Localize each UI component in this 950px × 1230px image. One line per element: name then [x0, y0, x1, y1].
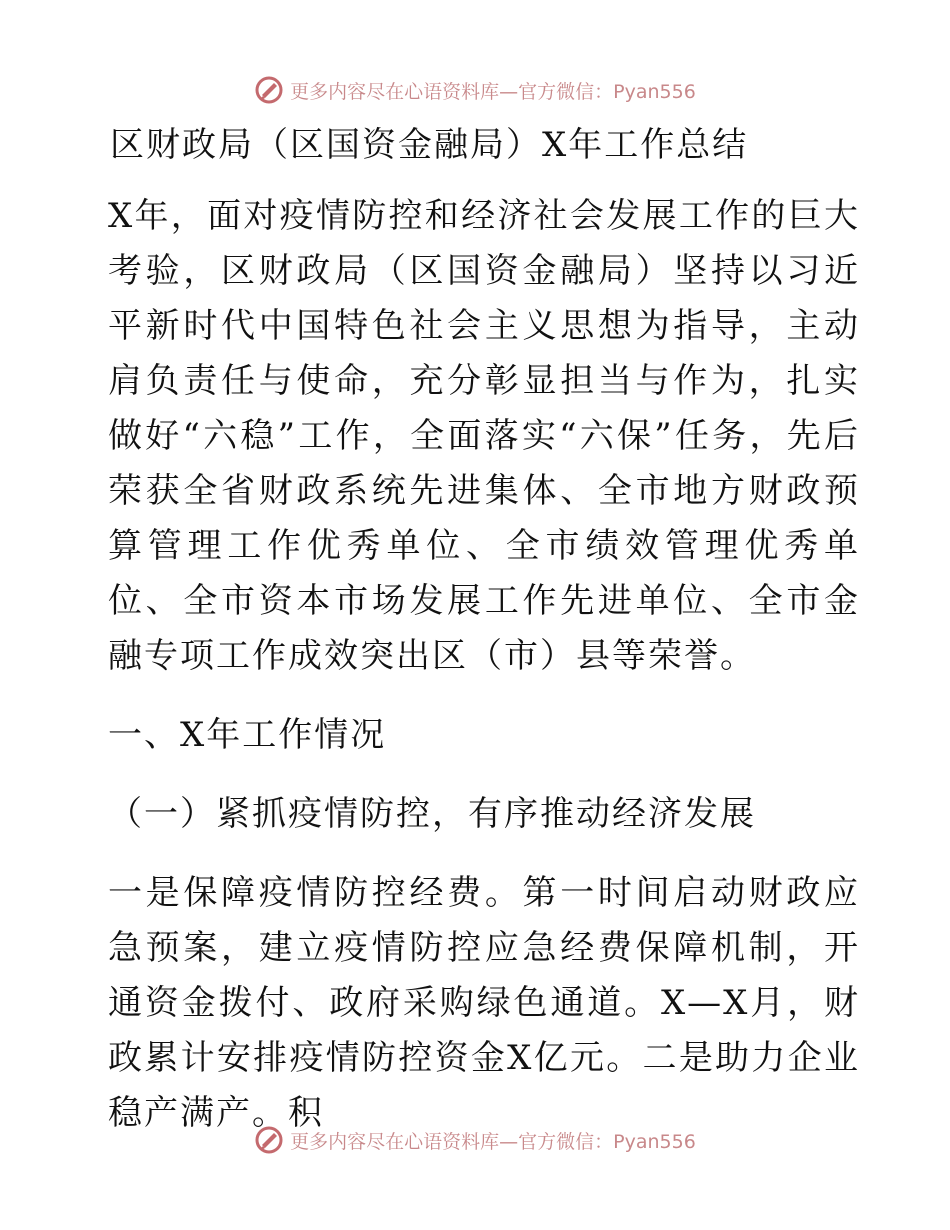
watermark-logo-icon — [254, 1125, 284, 1155]
watermark-text: 更多内容尽在心语资料库—官方微信：Pyan556 — [290, 80, 696, 103]
body-paragraph: 一是保障疫情防控经费。第一时间启动财政应急预案，建立疫情防控应急经费保障机制，开通资金拨付、政府采购绿色通道。X—X月，财政累计安排疫情防控资金X亿元。二是助力企业稳产满产。积 — [108, 873, 860, 1133]
watermark-text: 更多内容尽在心语资料库—官方微信：Pyan556 — [290, 1130, 696, 1153]
intro-paragraph: X年，面对疫情防控和经济社会发展工作的巨大考验，区财政局（区国资金融局）坚持以习近平新时代中国特色社会主义思想为指导，主动肩负责任与使命，充分彰显担当与作为，扎实做好“六稳”工作，全面落实“六保”任务，先后荣获全省财政系统先进集体、全市地方财政预算管理工作优秀单位、全市绩效管理优秀单位、全市资本市场发展工作先进单位、全市金融专项工作成效突出区（市）县等荣誉。 — [108, 196, 860, 676]
watermark-footer — [0, 1120, 950, 1160]
subsection-heading: （一）紧抓疫情防控，有序推动经济发展 — [108, 794, 756, 834]
document-title: 区财政局（区国资金融局）X年工作总结 — [110, 125, 749, 165]
watermark-logo-icon — [254, 75, 284, 105]
watermark-header — [0, 70, 950, 110]
document-body — [100, 118, 860, 1141]
section-heading: 一、X年工作情况 — [108, 715, 387, 755]
